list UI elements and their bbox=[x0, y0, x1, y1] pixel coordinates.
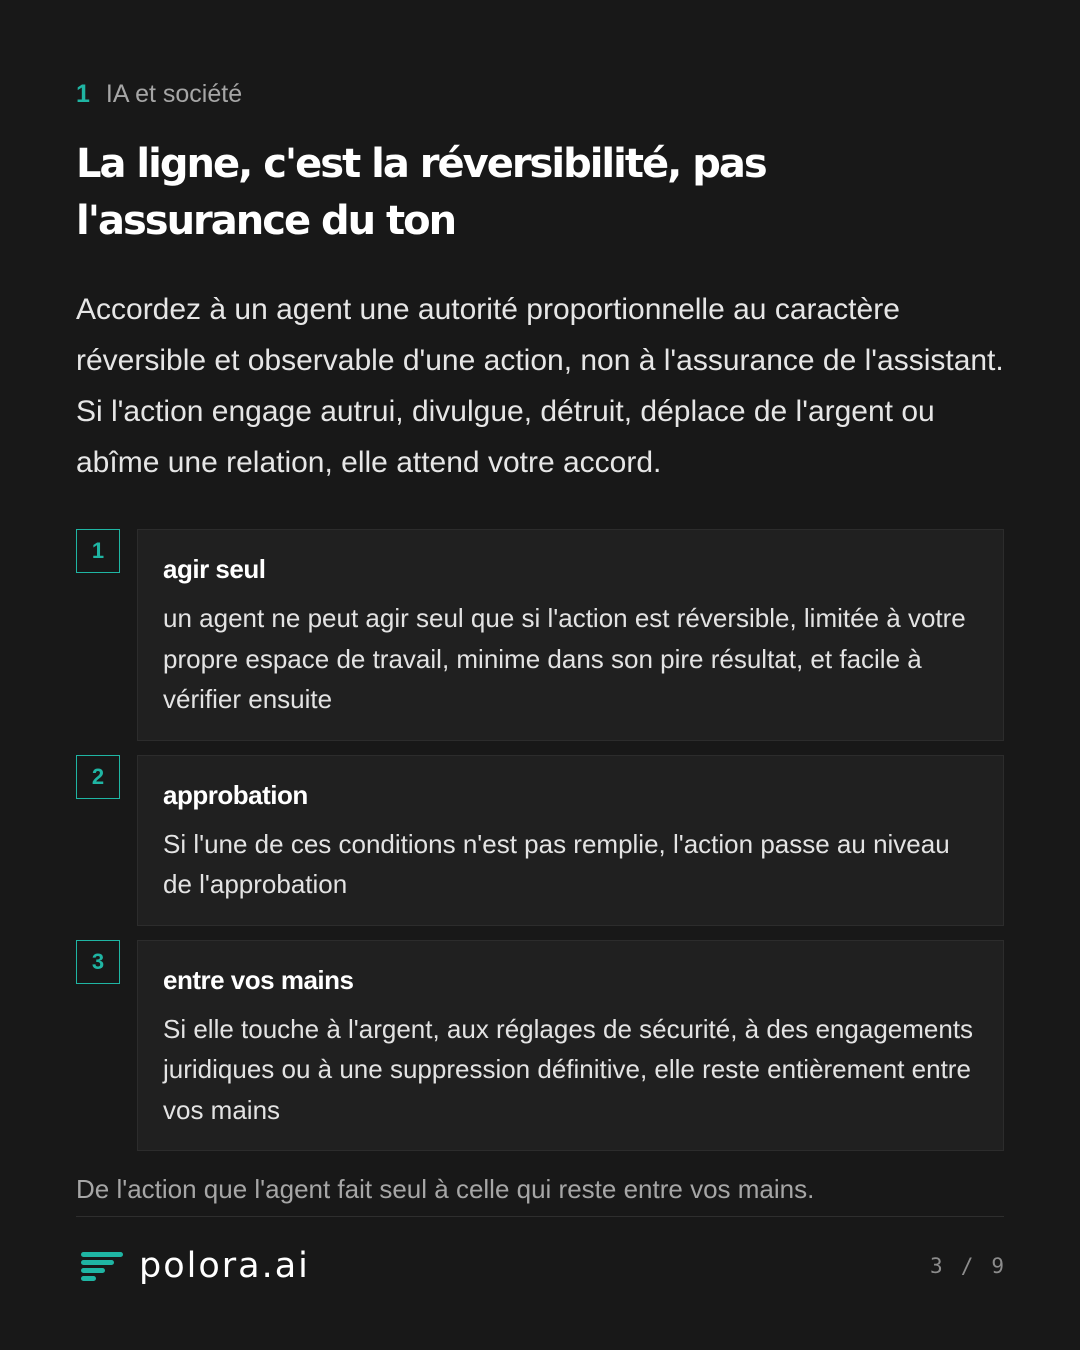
brand-name: polora.ai bbox=[139, 1246, 310, 1286]
step-title: agir seul bbox=[163, 554, 266, 584]
page-separator: / bbox=[960, 1254, 974, 1278]
step-number-badge: 1 bbox=[76, 529, 120, 573]
step-text: Si elle touche à l'argent, aux réglages de sécurité, à des engagements juridiques ou à une suppression définitive, elle reste entièrement entre vos mains bbox=[163, 1013, 974, 1125]
step-text: Si l'une de ces conditions n'est pas remplie, l'action passe au niveau de l'approbation bbox=[163, 828, 950, 899]
footer bbox=[76, 1240, 1004, 1292]
step-item bbox=[76, 940, 1004, 1152]
brand[interactable] bbox=[76, 1246, 310, 1286]
stacked-lines-logo-icon bbox=[76, 1250, 126, 1282]
page-title: La ligne, c'est la réversibilité, pas l'assurance du ton bbox=[76, 141, 766, 244]
footer-divider bbox=[76, 1216, 1004, 1217]
step-card bbox=[137, 529, 1004, 741]
page-indicator bbox=[930, 1254, 1004, 1278]
step-title: approbation bbox=[163, 779, 308, 810]
step-title: entre vos mains bbox=[163, 964, 354, 995]
step-card bbox=[137, 755, 1004, 926]
caption: De l'action que l'agent fait seul à celle qui reste entre vos mains. bbox=[76, 1174, 815, 1204]
step-number-badge: 2 bbox=[76, 755, 120, 799]
step-number-badge: 3 bbox=[76, 940, 120, 984]
section-label: IA et société bbox=[105, 80, 243, 108]
lead-paragraph: Accordez à un agent une autorité proportionnelle au caractère réversible et observable d'une action, non à l'assurance de l'assistant. Si l'action engage autrui, divulgue, détruit, déplace de l'argent ou abîme une relation, elle attend votre accord. bbox=[76, 293, 1004, 479]
page-total: 9 bbox=[991, 1254, 1004, 1278]
page-current: 3 bbox=[930, 1254, 943, 1278]
step-item bbox=[76, 755, 1004, 926]
step-text: un agent ne peut agir seul que si l'action est réversible, limitée à votre propre espace de travail, minime dans son pire résultat, et facile à vérifier ensuite bbox=[163, 603, 966, 714]
step-item bbox=[76, 529, 1004, 741]
steps-list bbox=[76, 529, 1004, 1165]
step-card bbox=[137, 940, 1004, 1152]
section-number: 1 bbox=[76, 80, 90, 108]
section-tag bbox=[76, 80, 242, 109]
